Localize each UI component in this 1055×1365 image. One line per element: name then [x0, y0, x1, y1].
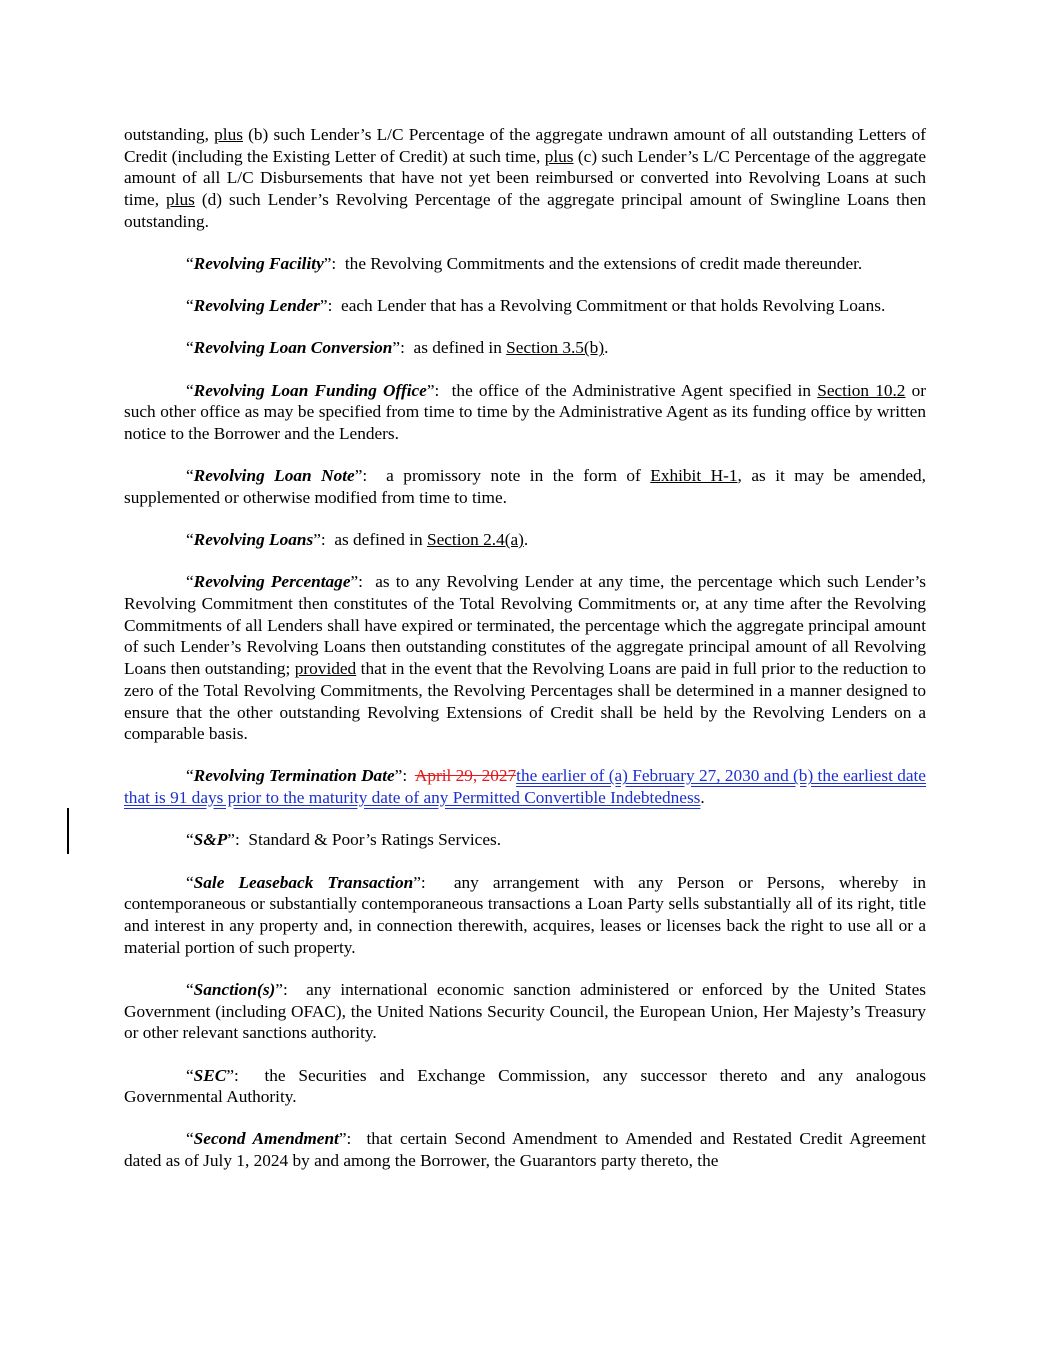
defined-term: Revolving Loan Note — [193, 466, 355, 486]
revision-change-bar — [67, 808, 69, 854]
definition-sanctions: “Sanction(s)”: any international economic sanction administered or enforced by the United States Government (including OFAC), the United Nations Security Council, the European Union, Her Majesty’s Treasury or other relevant sanctions authority. — [124, 979, 926, 1043]
defined-term: Revolving Facility — [193, 254, 324, 274]
inserted-text: the earlier of (a) February 27, 2030 and (b) the earliest date that is 91 days prior to the maturity date of any Permitted Convertible Indebtedness — [124, 766, 926, 808]
definition-sec: “SEC”: the Securities and Exchange Commission, any successor thereto and any analogous Governmental Authority. — [124, 1065, 926, 1107]
defined-term: Sanction(s) — [193, 979, 276, 999]
definition-sale-leaseback-transaction: “Sale Leaseback Transaction”: any arrangement with any Person or Persons, whereby in contemporaneous or substantially contemporaneous transactions a Loan Party sells substantially all of its right, title and interest in any property and, in connection therewith, acquires, leases or licenses back the right to use all or a material portion of such property. — [124, 872, 926, 957]
definition-revolving-termination-date: “Revolving Termination Date”: April 29, 2027the earlier of (a) February 27, 2030 and (b) the earliest date that is 91 days prior to the maturity date of any Permitted Convertible Indebtedness. — [124, 766, 926, 808]
defined-term: Revolving Lender — [193, 296, 320, 316]
defined-term: Revolving Loans — [193, 530, 314, 550]
definition-s-and-p: “S&P”: Standard & Poor’s Ratings Services. — [186, 830, 502, 850]
section-reference: Section 3.5(b) — [506, 338, 605, 358]
defined-term: Revolving Loan Funding Office — [193, 380, 427, 400]
defined-term: SEC — [193, 1065, 227, 1085]
defined-term: S&P — [193, 830, 228, 850]
document-page — [124, 124, 926, 1192]
defined-term: Sale Leaseback Transaction — [193, 872, 414, 892]
section-reference: Section 2.4(a) — [426, 530, 524, 550]
section-reference: Section 10.2 — [817, 380, 906, 400]
defined-term: Revolving Termination Date — [193, 766, 395, 786]
definition-revolving-loans: “Revolving Loans”: as defined in Section 2.4(a). — [186, 530, 529, 550]
definition-revolving-percentage: “Revolving Percentage”: as to any Revolving Lender at any time, the percentage which such Lender’s Revolving Commitment then constitutes of the Total Revolving Commitments or, at any time after the Revolving Commitments of all Lenders shall have expired or terminated, the percentage which the aggregate principal amount of such Lender’s Revolving Loans then outstanding constitutes of the aggregate principal amount of all Revolving Loans then outstanding; provided that in the event that the Revolving Loans are paid in full prior to the reduction to zero of the Total Revolving Commitments, the Revolving Percentages shall be determined in a manner designed to ensure that the other outstanding Revolving Extensions of Credit shall be held by the Revolving Lenders on a comparable basis. — [124, 572, 926, 744]
definition-revolving-loan-conversion: “Revolving Loan Conversion”: as defined in Section 3.5(b). — [186, 338, 609, 358]
exhibit-reference: Exhibit H-1 — [650, 466, 738, 486]
defined-term: Second Amendment — [193, 1129, 339, 1149]
definition-second-amendment: “Second Amendment”: that certain Second Amendment to Amended and Restated Credit Agreement dated as of July 1, 2024 by and among the Borrower, the Guarantors party thereto, the — [124, 1129, 926, 1171]
definition-revolving-lender: “Revolving Lender”: each Lender that has a Revolving Commitment or that holds Revolving Loans. — [186, 296, 886, 316]
defined-term: Revolving Loan Conversion — [193, 338, 393, 358]
definition-revolving-loan-note: “Revolving Loan Note”: a promissory note in the form of Exhibit H-1, as it may be amended, supplemented or otherwise modified from time to time. — [124, 466, 926, 507]
definition-revolving-facility: “Revolving Facility”: the Revolving Commitments and the extensions of credit made thereunder. — [186, 254, 863, 274]
definition-revolving-loan-funding-office: “Revolving Loan Funding Office”: the office of the Administrative Agent specified in Section 10.2 or such other office as may be specified from time to time by the Administrative Agent as its funding office by written notice to the Borrower and the Lenders. — [124, 380, 926, 444]
continuation-paragraph: outstanding, plus (b) such Lender’s L/C Percentage of the aggregate undrawn amount of all outstanding Letters of Credit (including the Existing Letter of Credit) at such time, plus (c) such Lender’s L/C Percentage of the aggregate amount of all L/C Disbursements that have not yet been reimbursed or converted into Revolving Loans at such time, plus (d) such Lender’s Revolving Percentage of the aggregate principal amount of Swingline Loans then outstanding. — [124, 125, 927, 231]
deleted-text: April 29, 2027 — [414, 766, 517, 786]
defined-term: Revolving Percentage — [193, 572, 351, 592]
